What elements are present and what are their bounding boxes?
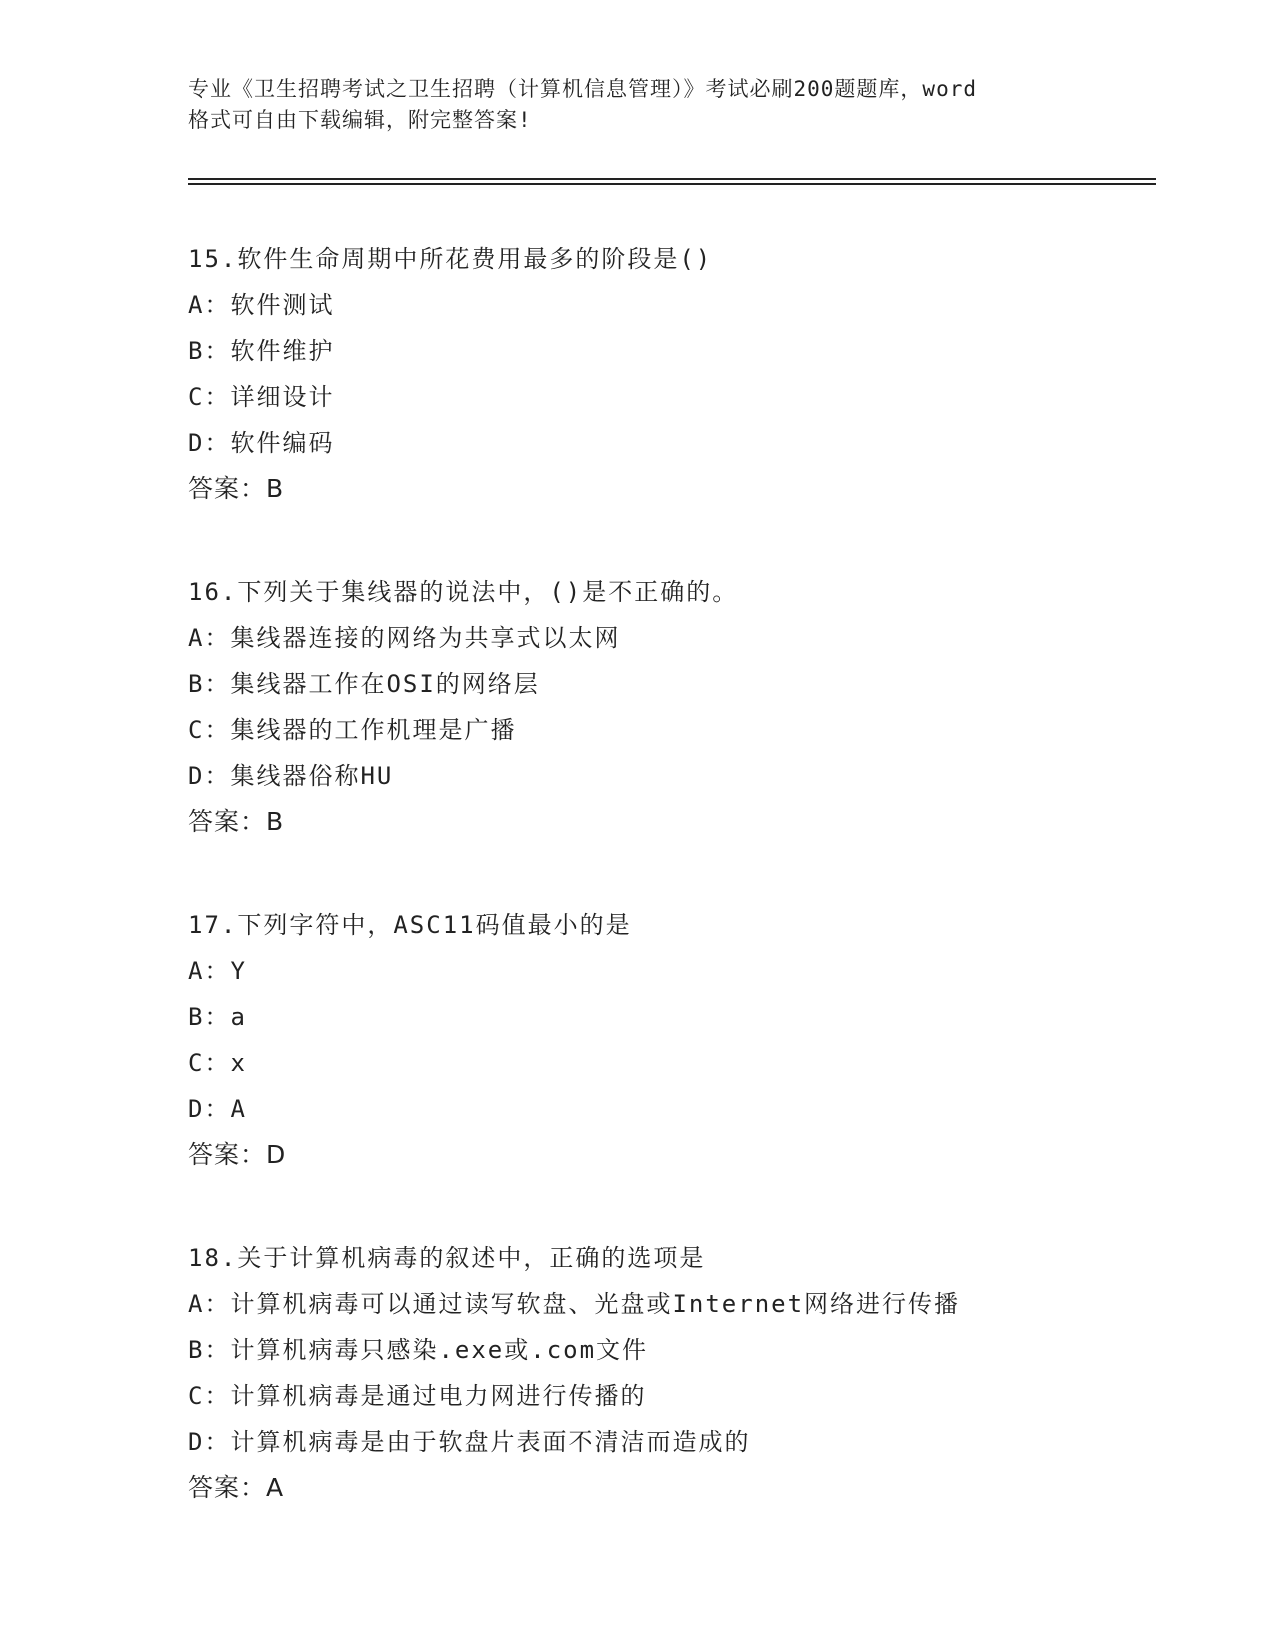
option-a: A：计算机病毒可以通过读写软盘、光盘或Internet网络进行传播 bbox=[188, 1290, 961, 1318]
option-c: C：详细设计 bbox=[188, 383, 335, 411]
question-stem: 17.下列字符中，ASC11码值最小的是 bbox=[188, 911, 632, 939]
question-stem: 16.下列关于集线器的说法中，()是不正确的。 bbox=[188, 578, 739, 606]
option-c: C：x bbox=[188, 1049, 247, 1077]
header-divider-bottom bbox=[188, 183, 1156, 185]
question-list bbox=[188, 236, 1156, 1568]
option-d: D：计算机病毒是由于软盘片表面不清洁而造成的 bbox=[188, 1428, 751, 1456]
option-b: B：计算机病毒只感染.exe或.com文件 bbox=[188, 1336, 649, 1364]
question-18 bbox=[188, 1235, 1156, 1511]
question-stem: 18.关于计算机病毒的叙述中，正确的选项是 bbox=[188, 1244, 706, 1272]
option-a: A：集线器连接的网络为共享式以太网 bbox=[188, 624, 621, 652]
option-d: D：A bbox=[188, 1095, 247, 1123]
option-c: C：计算机病毒是通过电力网进行传播的 bbox=[188, 1382, 647, 1410]
question-17 bbox=[188, 902, 1156, 1178]
option-a: A：软件测试 bbox=[188, 291, 335, 319]
header-line-2: 格式可自由下载编辑，附完整答案! bbox=[188, 108, 532, 132]
option-d: D：集线器俗称HU bbox=[188, 762, 394, 790]
header-line-1: 专业《卫生招聘考试之卫生招聘（计算机信息管理）》考试必刷200题题库，word bbox=[188, 77, 977, 101]
option-c: C：集线器的工作机理是广播 bbox=[188, 716, 517, 744]
option-b: B：软件维护 bbox=[188, 337, 335, 365]
answer-line: 答案：B bbox=[188, 807, 285, 836]
header-divider-top bbox=[188, 178, 1156, 180]
question-stem: 15.软件生命周期中所花费用最多的阶段是() bbox=[188, 245, 713, 273]
answer-line: 答案：B bbox=[188, 474, 285, 503]
answer-line: 答案：A bbox=[188, 1473, 285, 1502]
question-15 bbox=[188, 236, 1156, 512]
option-b: B：集线器工作在OSI的网络层 bbox=[188, 670, 540, 698]
option-a: A：Y bbox=[188, 957, 247, 985]
question-16 bbox=[188, 569, 1156, 845]
option-b: B：a bbox=[188, 1003, 247, 1031]
option-d: D：软件编码 bbox=[188, 429, 335, 457]
document-header bbox=[188, 74, 1088, 136]
answer-line: 答案：D bbox=[188, 1140, 287, 1169]
